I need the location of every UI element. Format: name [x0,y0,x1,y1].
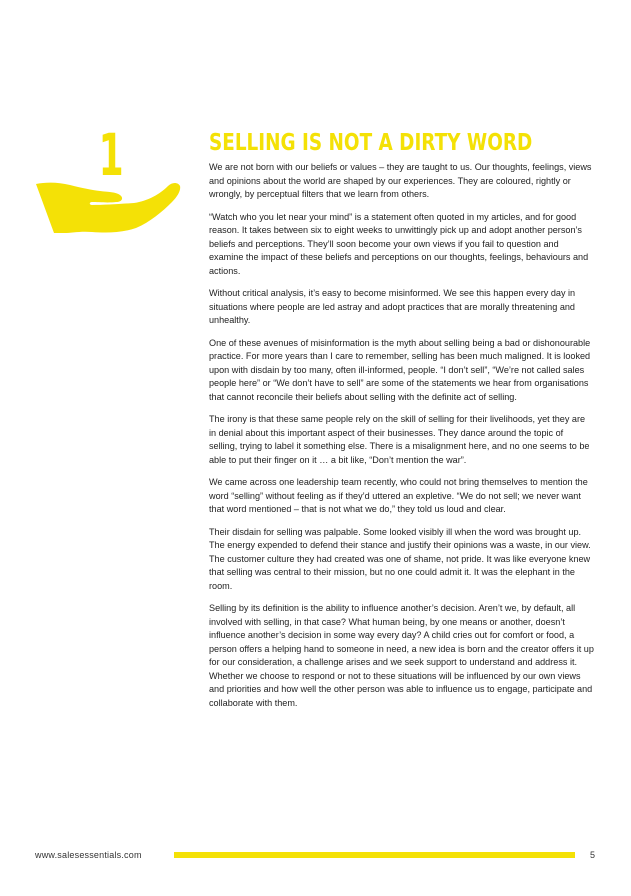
paragraph: Selling by its definition is the ability to influence another’s decision. Aren’t we, by default, all involved with selling, in that case? What human being, by one means or another, doesn’t influence another’s decision in some way every day? A child cries out for comfort or food, a person offers a helping hand to someone in need, a new idea is born and the creator offers it up for our consideration, a challenge arises and we seek support to understand and address it. Whether we choose to respond or not to these situations will be influenced by our own views and priorities and how well the other person was able to influence us to engage, participate and collaborate with them. [209,603,594,708]
chapter-title: SELLING IS NOT A DIRTY WORD [209,130,533,156]
paragraph: Their disdain for selling was palpable. Some looked visibly ill when the word was brought up. The energy expended to defend their stance and justify their opinions was a waste, in our view. The customer culture they had created was one of shame, not pride. It was like everyone knew that selling was central to their mission, but no one could admit it. It was the elephant in the room. [209,526,591,591]
paragraph: We came across one leadership team recently, who could not bring themselves to mention the word “selling” without feeling as if they’d uttered an expletive. “We do not sell; we never want that word mentioned – that is not what we do,” they told us loud and clear. [209,477,588,514]
footer-url[interactable]: www.salesessentials.com [35,850,142,860]
paragraph: “Watch who you let near your mind” is a statement often quoted in my articles, and for good reason. It takes between six to eight weeks to unwittingly pick up and adopt another person’s beliefs and perceptions. They’ll soon become your own views if you fail to question and examine the impact of these beliefs and perceptions on our thoughts, feelings, behaviours and actions. [209,211,589,276]
paragraph: Without critical analysis, it’s easy to become misinformed. We see this happen every day in situations where people are led astray and adopt practices that are morally threatening and unhealthy. [209,288,576,325]
open-hand-icon [34,176,182,234]
paragraph: The irony is that these same people rely on the skill of selling for their livelihoods, yet they are in denial about this important aspect of their businesses. They dance around the topic of selling, trying to label it something else. There is a misalignment here, and no one seems to be able to put their finger on it … a bit like, “Don’t mention the war”. [209,414,590,465]
paragraph: One of these avenues of misinformation is the myth about selling being a bad or dishonourable practice. For more years than I care to remember, selling has been much maligned. It is looked upon with disdain by too many, often ill-informed, people. “I don’t sell”, “We’re not called sales people here” or “We don’t have to sell” are some of the statements we hear from organisations that cannot reconcile their beliefs about selling with the definite act of selling. [209,337,591,402]
article-body [209,161,594,719]
footer-accent-bar [174,852,575,858]
paragraph: We are not born with our beliefs or values – they are taught to us. Our thoughts, feelings, views and opinions about the world are shaped by our experiences. They are coloured, rightly or wrongly, by perceptual filters that we learn from others. [209,162,592,199]
chapter-number: 1 [98,121,124,189]
page-number: 5 [590,850,596,860]
